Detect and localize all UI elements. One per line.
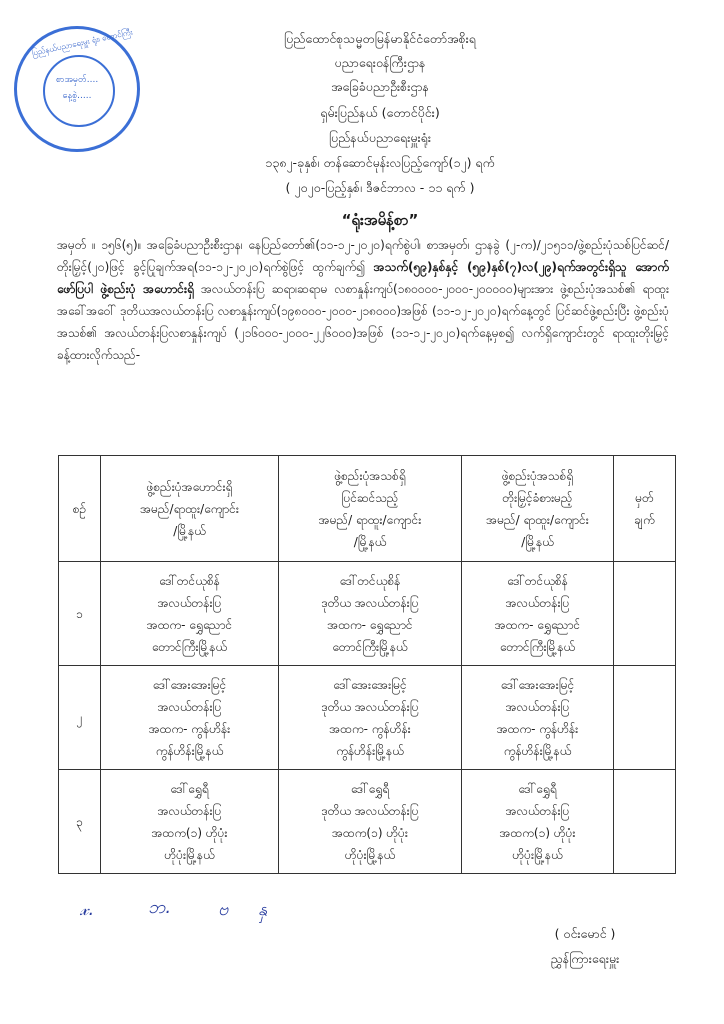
header-promoted-structure: ဖွဲ့စည်းပုံအသစ်ရှိ တိုးမြှင့်ခံစားမည့် အမည်/ ရာထူး/ကျောင်း /မြို့နယ် <box>462 456 614 562</box>
cell-old: ဒေါ်အေးအေးမြင့် အလယ်တန်းပြ အထက- ကွန်ဟိန်း ကွန်ဟိန်းမြို့နယ် <box>101 666 279 770</box>
paragraph-bold-text: အသက်(၅၉)နှစ်နှင့် (၅၉)နှစ်(၇)လ(၂၉)ရက်အတွင်းရှိသူ အောက်ဖော်ပြပါ ဖွဲ့စည်းပုံ အဟောင်းရှိ <box>57 260 669 296</box>
header-government: ပြည်ထောင်စုသမ္မတမြန်မာနိုင်ငံတော်အစိုးရ <box>284 31 476 46</box>
initial-2: ဘ. <box>148 897 172 918</box>
table-row <box>59 666 676 770</box>
initial-4: နှ <box>258 899 268 920</box>
table-header-row <box>59 456 676 562</box>
cell-amended: ဒေါ်ရွှေရီ ဒုတိယ အလယ်တန်းပြ အထက(၁) ဟိုပုံး ဟိုပုံးမြို့နယ် <box>279 770 462 874</box>
stamp-ring-text: ပြည်နယ်ပညာရေးမှူး ရုံး၊ တောင်ကြီး <box>31 27 134 58</box>
header-myanmar-date: ၁၃၈၂-ခုနှစ်၊ တန်ဆောင်မုန်းလပြည့်ကျော်(၁၂) ရက် <box>265 155 495 170</box>
cell-serial: ၃ <box>59 770 101 874</box>
cell-amended: ဒေါ်အေးအေးမြင့် ဒုတိယ အလယ်တန်းပြ အထက- ကွန်ဟိန်း ကွန်ဟိန်းမြို့နယ် <box>279 666 462 770</box>
cell-old: ဒေါ်တင်ယုစိန် အလယ်တန်းပြ အထက- ရွှေညောင် တောင်ကြီးမြို့နယ် <box>101 562 279 666</box>
order-paragraph <box>57 234 669 366</box>
cell-promoted: ဒေါ်အေးအေးမြင့် အလယ်တန်းပြ အထက- ကွန်ဟိန်း ကွန်ဟိန်းမြို့နယ် <box>462 666 614 770</box>
cell-amended: ဒေါ်တင်ယုစိန် ဒုတိယ အလယ်တန်းပြ အထက- ရွှေညောင် တောင်ကြီးမြို့နယ် <box>279 562 462 666</box>
cell-remark <box>614 666 676 770</box>
stamp-ref-line: စာအမှတ်.... <box>55 75 99 85</box>
header-ministry: ပညာရေး၀န်ကြီးဌာန <box>334 55 426 70</box>
header-gregorian-date: ( ၂၀၂၀-ပြည့်နှစ်၊ ဒီဇင်ဘာလ - ၁၁ ရက် ) <box>285 180 475 195</box>
cell-promoted: ဒေါ်ရွှေရီ အလယ်တန်းပြ အထက(၁) ဟိုပုံး ဟိုပုံးမြို့နယ် <box>462 770 614 874</box>
table-row <box>59 562 676 666</box>
cell-old: ဒေါ်ရွှေရီ အလယ်တန်းပြ အထက(၁) ဟိုပုံး ဟိုပုံးမြို့နယ် <box>101 770 279 874</box>
cell-serial: ၂ <box>59 666 101 770</box>
cell-serial: ၁ <box>59 562 101 666</box>
header-office: ပြည်နယ်ပညာရေးမှူးရုံး <box>328 130 432 145</box>
signatory-title: ညွှန်ကြားရေးမှူး <box>550 951 620 966</box>
header-region: ရှမ်းပြည်နယ် (တောင်ပိုင်း) <box>320 105 440 120</box>
header-remarks: မှတ် ချက် <box>614 456 676 562</box>
official-stamp <box>14 26 140 152</box>
cell-promoted: ဒေါ်တင်ယုစိန် အလယ်တန်းပြ အထက- ရွှေညောင် တောင်ကြီးမြို့နယ် <box>462 562 614 666</box>
table-row <box>59 770 676 874</box>
paragraph-text-1: အမှတ် ။ ၁၅၆(၅)။ အခြေခံပညာဦးစီးဌာန၊ နေပြည်တော်၏(၁၁-၁၂-၂၀၂၀)ရက်စွဲပါ၊ စာအမှတ်၊ ဌာနခွဲ (၂-က)/၂၁၅၁၁/ဖွဲ့စည်းပုံသစ်ပြင်ဆင်/တိုးမြှင့်(၂၀)ဖြင့် ခွင့်ပြုချက်အရ(၁၁-၁၂-၂၀၂၀)ရက်စွဲဖြင့် ထွက်ချက်၍ <box>57 238 669 274</box>
paragraph-text-2: အလယ်တန်းပြ ဆရာ၊ဆရာမ လစာနှုန်းကျပ်(၁၈၀၀၀၀-၂၀၀၀-၂၀၀၀၀၀)များအား ဖွဲ့စည်းပုံအသစ်၏ ရာထူးအခေါ်အဝေါ် ဒုတိယအလယ်တန်းပြ လစာနှုန်းကျပ်(၁၉၈၀၀၀-၂၀၀၀-၂၁၈၀၀၀)အဖြစ် (၁၁-၁၂-၂၀၂၀)ရက်နေ့တွင် ပြင်ဆင်ဖွဲ့စည်းပြီး ဖွဲ့စည်းပုံအသစ်၏ အလယ်တန်းပြလစာနှုန်းကျပ် (၂၁၆၀၀၀-၂၀၀၀-၂၂၆၀၀၀)အဖြစ် (၁၁-၁၂-၂၀၂၀)ရက်နေ့မှစ၍ လက်ရှိကျောင်းတွင် ရာထူးတိုးမြှင့် ခန့်ထားလိုက်သည်- <box>57 282 669 362</box>
signatory-name: ( ဝင်းမောင် ) <box>554 926 616 941</box>
header-department: အခြေခံပညာဦးစီးဌာန <box>331 79 429 94</box>
initial-1: 𝓍. <box>80 899 95 920</box>
header-amended-structure: ဖွဲ့စည်းပုံအသစ်ရှိ ပြင်ဆင်သည့် အမည်/ ရာထူး/ကျောင်း /မြို့နယ် <box>279 456 462 562</box>
document-title: “ရုံးအမိန့်စာ” <box>341 211 419 229</box>
stamp-date-line: နေ့စွဲ..... <box>62 91 92 101</box>
header-serial: စဉ် <box>59 456 101 562</box>
promotion-table <box>58 455 676 874</box>
handwritten-initials <box>80 895 320 931</box>
header-old-structure: ဖွဲ့စည်းပုံအဟောင်းရှိ အမည်/ရာထူး/ကျောင်း /မြို့နယ် <box>101 456 279 562</box>
cell-remark <box>614 770 676 874</box>
cell-remark <box>614 562 676 666</box>
initial-3: ဗ <box>218 899 229 920</box>
